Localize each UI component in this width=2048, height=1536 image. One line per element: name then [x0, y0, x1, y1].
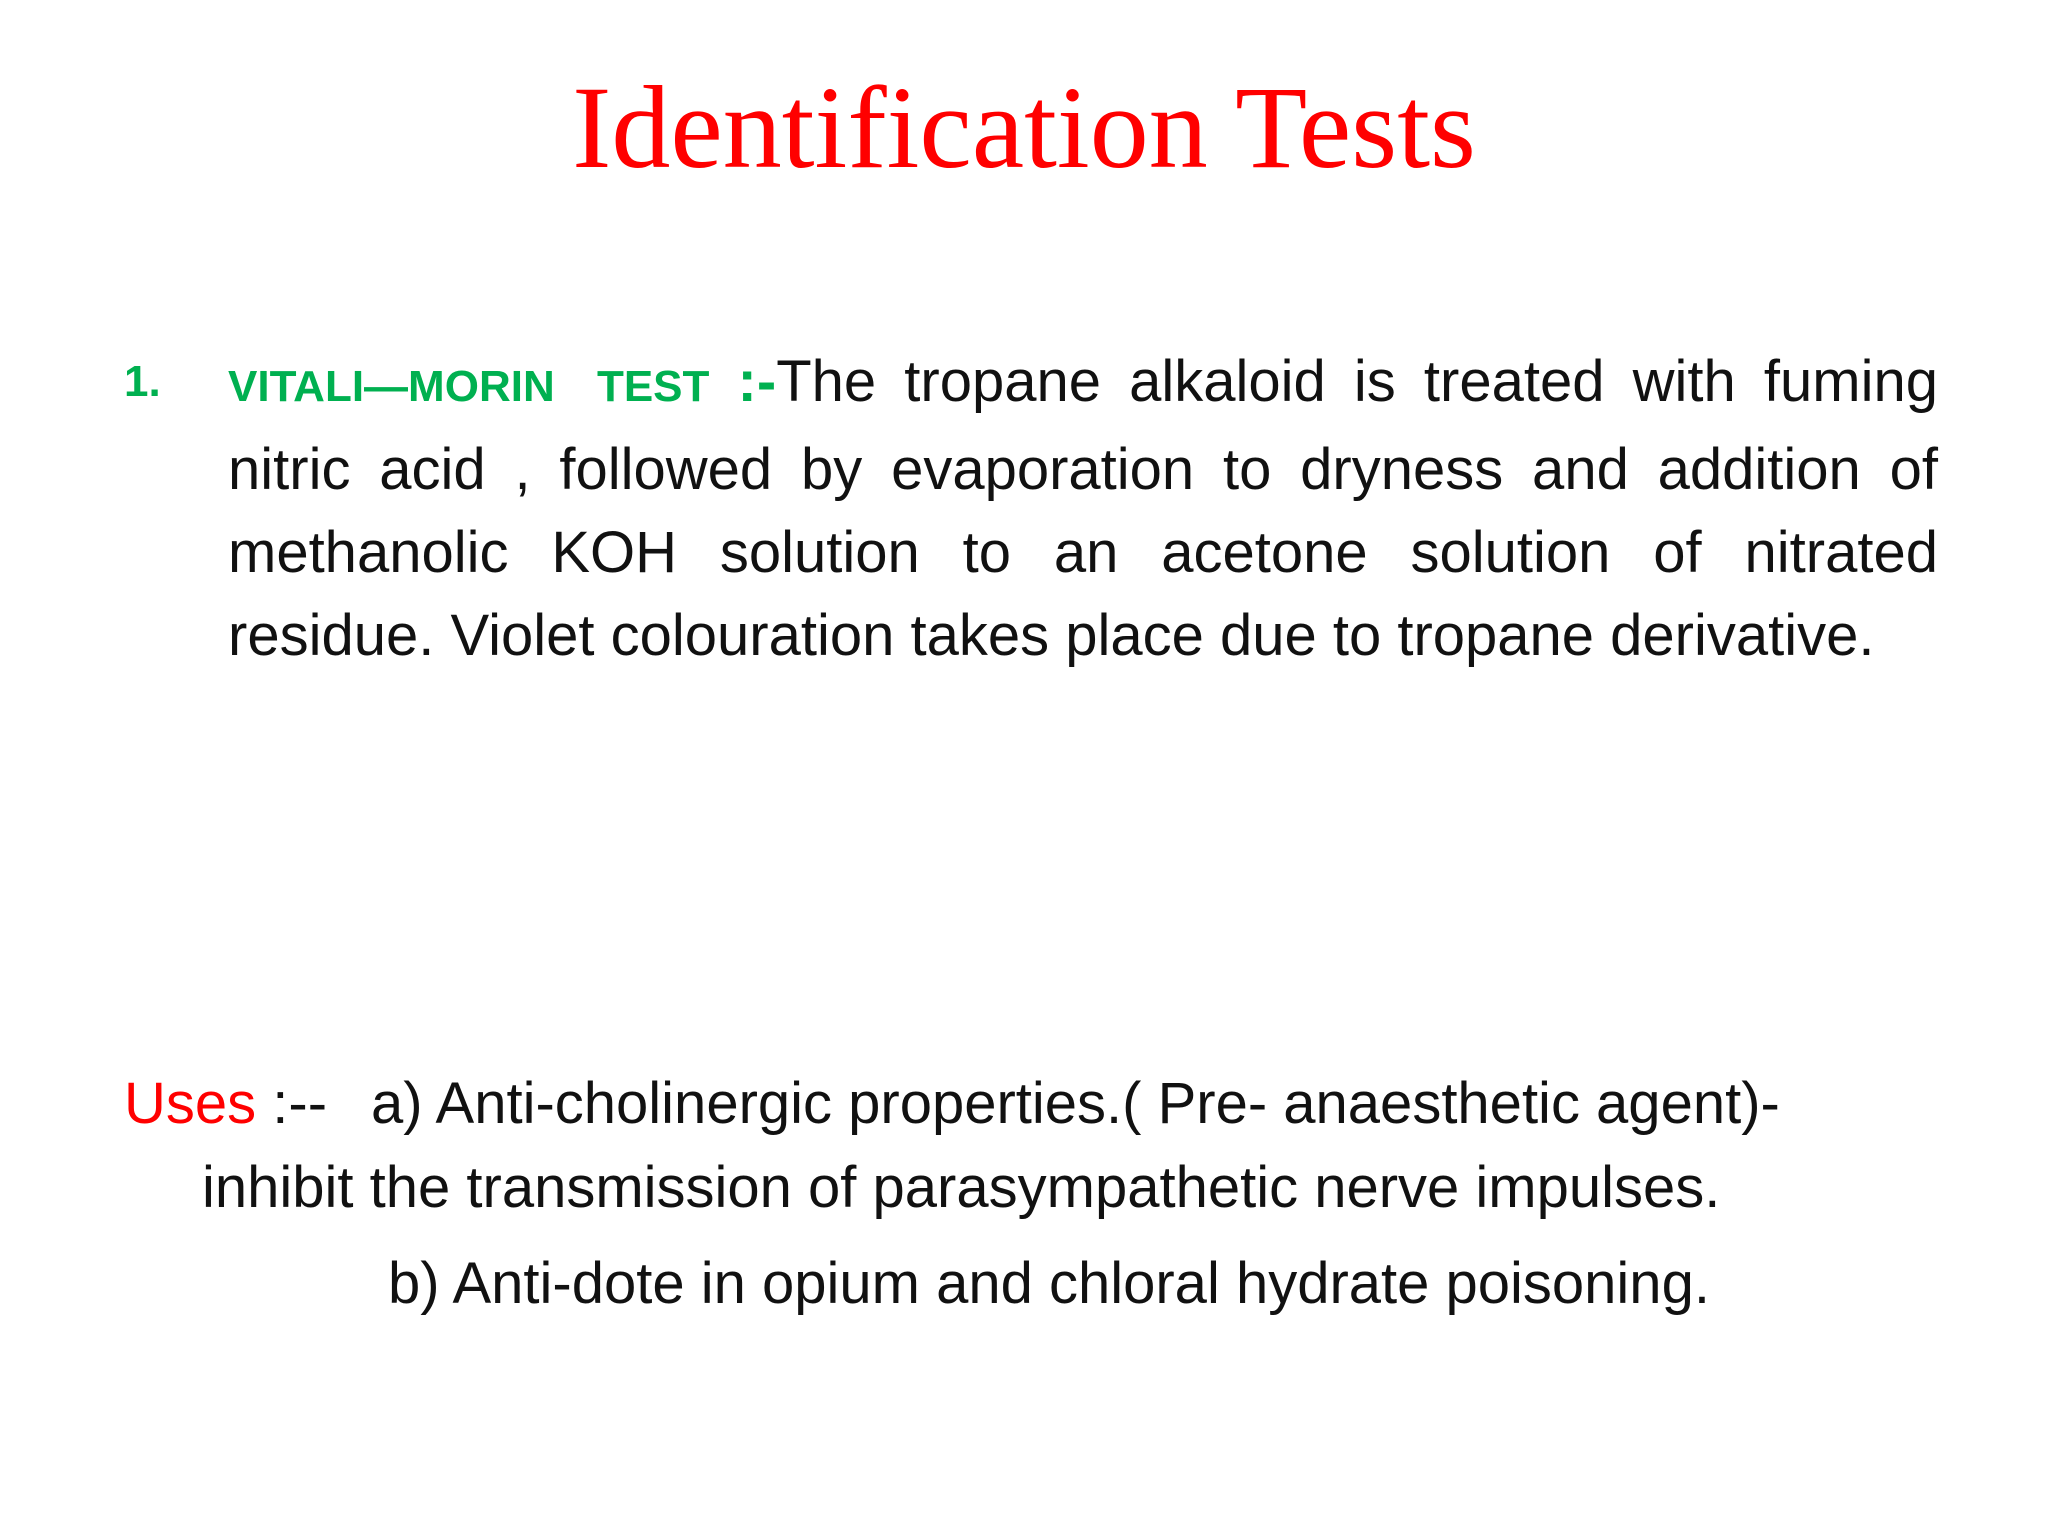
use-a-line1: a) Anti-cholinergic properties.( Pre- anaesthetic agent)-	[371, 1071, 1780, 1136]
uses-label: Uses	[124, 1071, 257, 1136]
uses-section	[124, 1062, 1984, 1326]
uses-line-a1	[124, 1062, 1984, 1146]
slide-title: Identification Tests	[572, 62, 1476, 193]
use-a-line2: inhibit the transmission of parasympathetic nerve impulses.	[202, 1155, 1721, 1220]
test-item-text: The tropane alkaloid is treated with fuming nitric acid , followed by evaporation to dryness and addition of methanolic KOH solution to an acetone solution of nitrated residue. Violet colouration takes place due to tropane derivative.	[228, 349, 1938, 668]
test-item-body	[228, 340, 1938, 677]
uses-separator: :--	[272, 1071, 328, 1136]
test-item-number: 1.	[124, 357, 161, 406]
test-item-heading: VITALI—MORIN TEST	[228, 362, 710, 411]
test-item-separator: :-	[737, 349, 777, 414]
use-b: b) Anti-dote in opium and chloral hydrate poisoning.	[388, 1251, 1710, 1316]
